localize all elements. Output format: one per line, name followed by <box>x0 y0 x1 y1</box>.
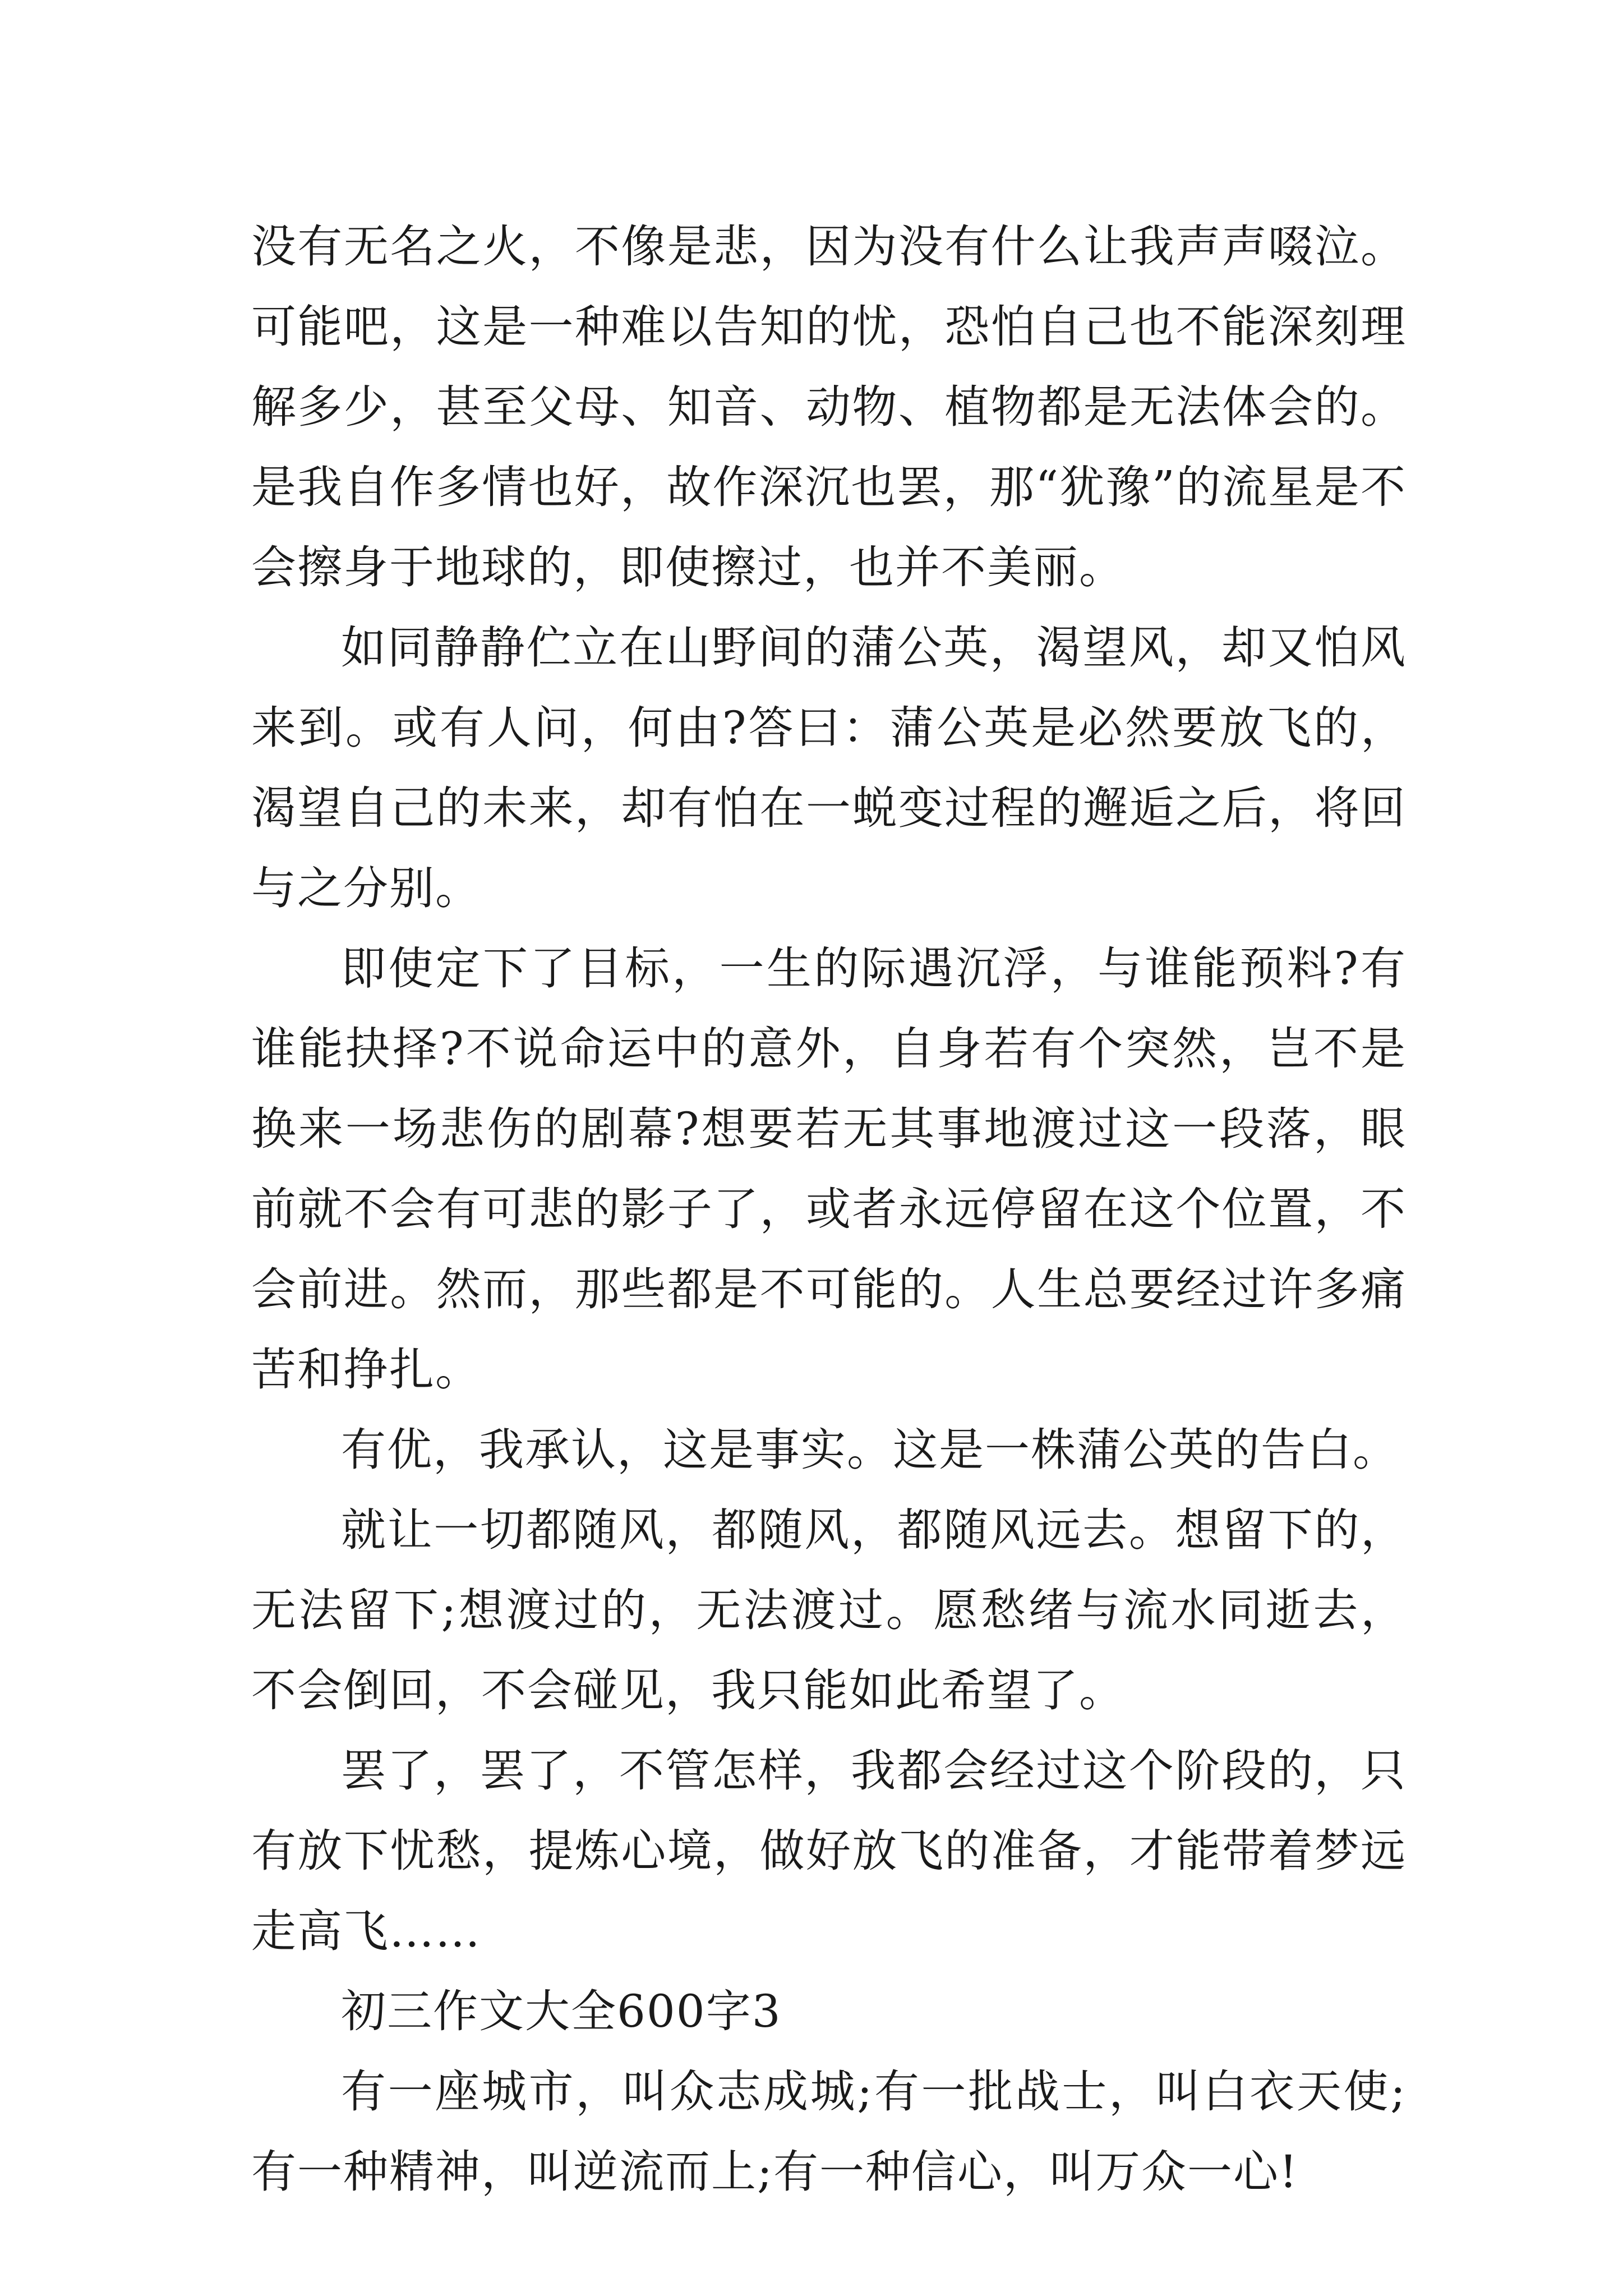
paragraph-release: 罢了，罢了，不管怎样，我都会经过这个阶段的，只有放下忧愁，提炼心境，做好放飞的准备，才能带着梦远走高飞…… <box>251 1745 1407 1957</box>
paragraph-confession: 有优，我承认，这是事实。这是一株蒲公英的告白。 <box>341 1424 1399 1476</box>
paragraph-wind: 就让一切都随风，都随风，都随风远去。想留下的，无法留下;想渡过的，无法渡过。愿愁绪与流水同逝去，不会倒回，不会碰见，我只能如此希望了。 <box>251 1504 1407 1717</box>
document-body <box>251 206 1407 2212</box>
paragraph-fate: 即使定下了目标，一生的际遇沉浮，与谁能预料?有谁能抉择?不说命运中的意外，自身若有个突然，岂不是换来一场悲伤的剧幕?想要若无其事地渡过这一段落，眼前就不会有可悲的影子了，或者永远停留在这个位置，不会前进。然而，那些都是不可能的。人生总要经过许多痛苦和挣扎。 <box>251 942 1407 1396</box>
paragraph-city: 有一座城市，叫众志成城;有一批战士，叫白衣天使;有一种精神，叫逆流而上;有一种信心，叫万众一心! <box>251 2065 1407 2198</box>
section-heading: 初三作文大全600字3 <box>341 1985 782 2037</box>
paragraph-dandelion: 如同静静伫立在山野间的蒲公英，渴望风，却又怕风来到。或有人问，何由?答曰：蒲公英是必然要放飞的，渴望自己的未来，却有怕在一蜕变过程的邂逅之后，将回与之分别。 <box>251 622 1407 914</box>
paragraph-continuation: 没有无名之火，不像是悲，因为没有什么让我声声啜泣。可能吧，这是一种难以告知的忧，恐怕自己也不能深刻理解多少，甚至父母、知音、动物、植物都是无法体会的。是我自作多情也好，故作深沉也罢，那“犹豫”的流星是不会擦身于地球的，即使擦过，也并不美丽。 <box>251 220 1407 593</box>
